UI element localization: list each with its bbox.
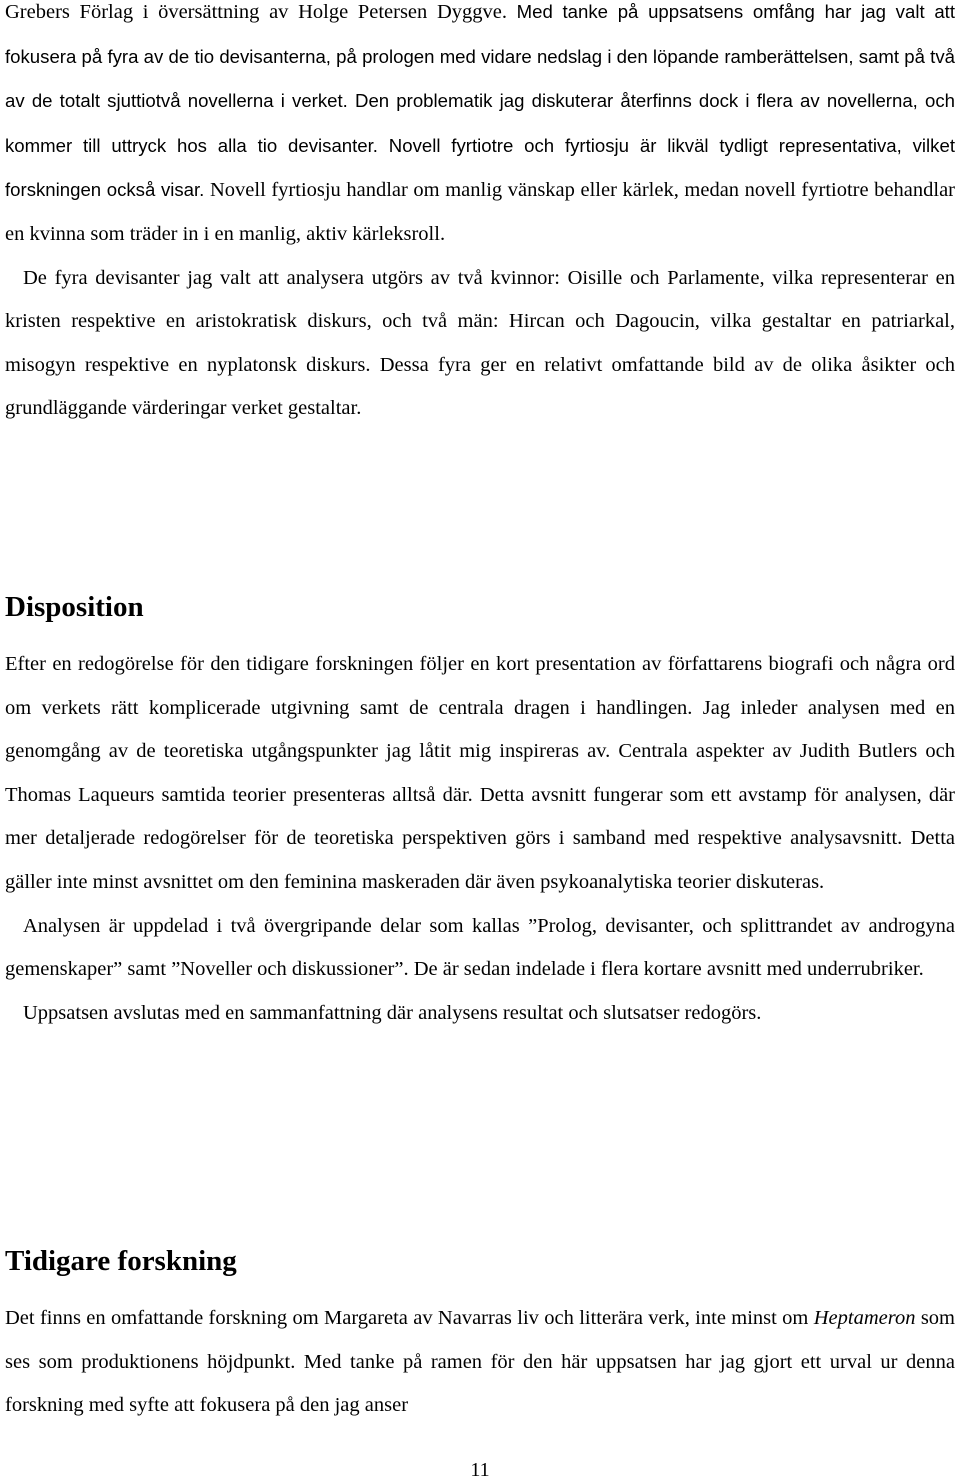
intro-sentence-1: Grebers Förlag i översättning av Holge Petersen Dyggve. xyxy=(5,1,517,23)
disposition-paragraph-1: Efter en redogörelse för den tidigare forskningen följer en kort presentation av författarens biografi och några ord om verkets rätt komplicerade utgivning samt de centrala dragen i handlingen. Jag inleder analysen med en genomgång av de teoretiska utgångspunkter jag låtit mig inspireras av. Centrala aspekter av Judith Butlers och Thomas Laqueurs samtida teorier presenteras alltså där. Detta avsnitt fungerar som ett avstamp för analysen, där mer detaljerade redogörelser för de teoretiska perspektiven görs i samband med respektive analysavsnitt. Detta gäller inte minst avsnittet om den feminina maskeraden där även psykoanalytiska teorier diskuteras. xyxy=(5,653,955,893)
disposition-heading: Disposition xyxy=(5,591,144,623)
previous-research-text-start: Det finns en omfattande forskning om Margareta av Navarras liv och litterära verk, inte minst om xyxy=(5,1307,814,1329)
disposition-paragraph-3: Uppsatsen avslutas med en sammanfattning där analysens resultat och slutsatser redogörs. xyxy=(23,1001,762,1024)
selection-paragraph-sentence-2: Dessa fyra ger en relativt omfattande bild av de olika åsikter och grundläggande värderingar verket gestaltar. xyxy=(5,353,955,420)
intro-sentence-2: Med tanke på uppsatsens omfång har jag valt att fokusera på fyra av de tio devisanterna, på prologen med vidare nedslag i den löpande ramberättelsen, samt på två av de totalt sjuttiotvå novellerna i verket. Den problematik jag diskuterar återfinns dock i flera av novellerna, och kommer till uttryck hos alla tio devisanter. Novell fyrtiotre och fyrtiosju är likväl tydligt representativa, vilket forskningen också visar. xyxy=(5,1,955,201)
intro-paragraph xyxy=(5,0,955,431)
page-number: 11 xyxy=(470,1459,490,1481)
previous-research-text-end: som ses som produktionens höjdpunkt. Med tanke på ramen för den här uppsatsen har jag gjort ett urval ur denna forskning med syfte att fokusera på den jag anser xyxy=(5,1307,955,1417)
intro-sentence-3: Novell fyrtiosju handlar om manlig vänskap eller kärlek, medan novell fyrtiotre behandlar en kvinna som träder in i en manlig, aktiv kärleksroll. xyxy=(5,179,955,245)
previous-research-section xyxy=(5,1297,955,1428)
document-page xyxy=(5,0,955,1480)
heptameron-title: Heptameron xyxy=(813,1307,916,1329)
selection-paragraph-sentence-1: De fyra devisanter jag valt att analysera utgörs av två kvinnor: Oisille och Parlamente, vilka representerar en kristen respektive en aristokratisk diskurs, och två män: Hircan och Dagoucin, vilka gestaltar en patriarkal, misogyn respektive en nyplatonsk diskurs. xyxy=(5,266,955,376)
disposition-section xyxy=(5,643,955,1035)
previous-research-heading: Tidigare forskning xyxy=(5,1245,237,1277)
disposition-paragraph-2: Analysen är uppdelad i två övergripande delar som kallas ”Prolog, devisanter, och splittrandet av androgyna gemenskaper” samt ”Noveller och diskussioner”. De är sedan indelade i flera kortare avsnitt med underrubriker. xyxy=(5,914,955,981)
previous-research-paragraph xyxy=(5,1297,955,1428)
